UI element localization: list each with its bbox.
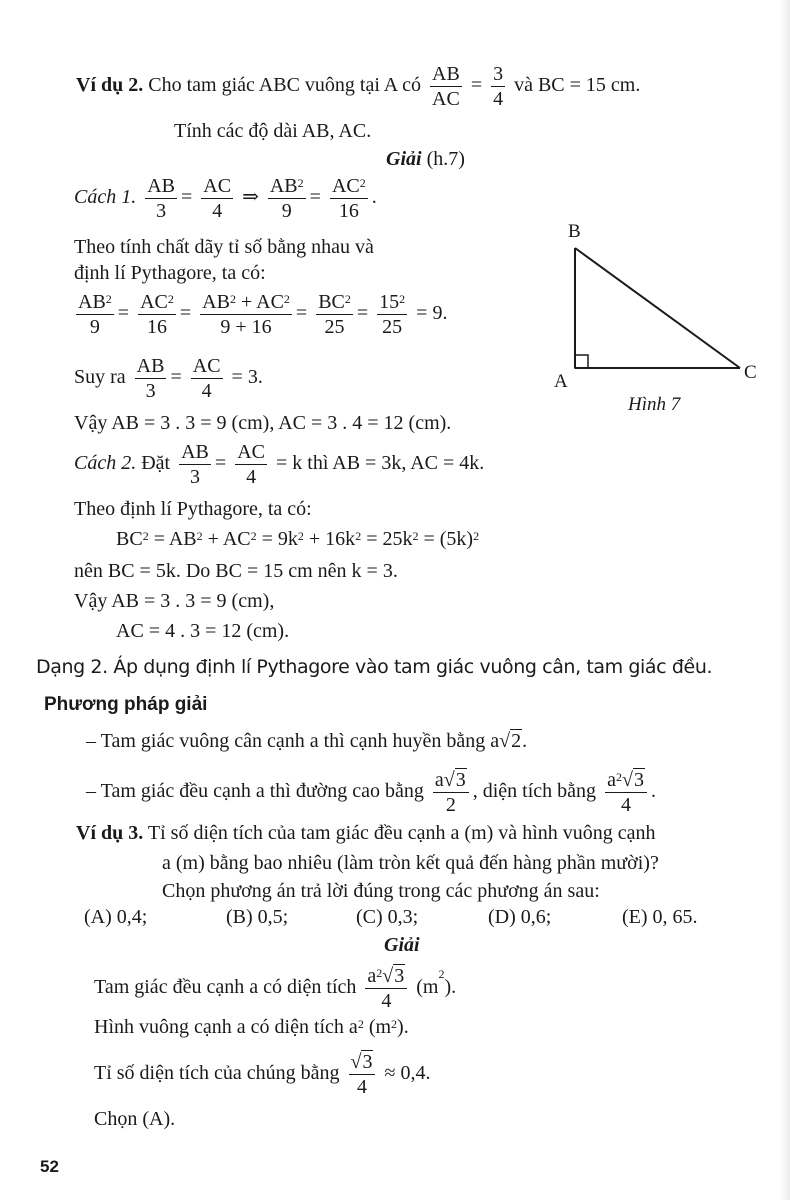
- method1-label: Cách 1.: [74, 186, 137, 209]
- right-angle-mark: [575, 355, 588, 368]
- fraction-ratio: $\frac{√3}{4}$: [349, 1052, 376, 1097]
- fraction-ab-ac: $\frac{AB}{AC}$: [432, 63, 460, 110]
- example3-solution-heading: Giải: [384, 934, 420, 956]
- fraction: $\frac{AB}{3}$: [147, 175, 176, 222]
- method2-pythagore-equation: $BC^2 = AB^2 + AC^2 = 9k^2 + 16k^2 = 25k^2 = (5k)^2$: [116, 528, 480, 550]
- fraction: $\frac{AB}{3}$: [181, 441, 209, 488]
- method1-ratio-line: Cách 1. $\frac{AB}{3}$ = $\frac{AC}{4}$ ⇒ $\frac{AB^2}{9}$ = $\frac{AC^2}{16}$ .: [74, 175, 377, 222]
- example3-solution-line3: Tỉ số diện tích của chúng bằng $\frac{√3}{4}$ ≈ 0,4.: [94, 1051, 431, 1098]
- option-e: (E) 0, 65.: [622, 906, 698, 928]
- example2-intro: Cho tam giác ABC vuông tại A có: [148, 74, 422, 97]
- fraction-3-4: $\frac{3}{4}$: [493, 63, 504, 110]
- sqrt-2: √2: [499, 730, 522, 752]
- fraction-area: $\frac{a^2√3}{4}$: [365, 966, 407, 1011]
- example3-line3: Chọn phương án trả lời đúng trong các phương án sau:: [162, 880, 600, 902]
- example2-statement: Ví dụ 2. Cho tam giác ABC vuông tại A có $\frac{AB}{AC}$ = $\frac{3}{4}$ và BC = 15 cm.: [76, 63, 641, 110]
- fraction: $\frac{AC^2}{16}$: [140, 291, 174, 338]
- method1-chain: $\frac{AB^2}{9}$ = $\frac{AC^2}{16}$ = $\frac{AB^2 + AC^2}{9 + 16}$ = $\frac{BC^2}{25}$ = $\frac{15^2}{25}$ = 9.: [78, 291, 448, 338]
- method-bullet-1: – Tam giác vuông cân cạnh a thì cạnh huyền bằng a√2.: [86, 730, 528, 752]
- method2-set-line: Cách 2. Đặt $\frac{AB}{3}$ = $\frac{AC}{4}$ = k thì AB = 3k, AC = 4k.: [74, 441, 485, 488]
- figure-caption: Hình 7: [628, 394, 681, 415]
- example2-question: Tính các độ dài AB, AC.: [174, 120, 372, 142]
- page-edge-shadow: [780, 0, 790, 1200]
- example3-solution-line1: Tam giác đều cạnh a có diện tích $\frac{a^2√3}{4}$ $(m^2)$.: [94, 965, 457, 1012]
- method1-text1: Theo tính chất dãy tỉ số bằng nhau và: [74, 236, 374, 258]
- option-d: (D) 0,6;: [488, 906, 552, 928]
- fraction: $\frac{AB^2}{9}$: [78, 291, 112, 338]
- example3-solution-line2: Hình vuông cạnh a có diện tích $a^2$ $(m^2)$.: [94, 1016, 409, 1038]
- example3-line2: a (m) bằng bao nhiêu (làm tròn kết quả đến hàng phần mười)?: [162, 852, 659, 874]
- fraction: $\frac{AC}{4}$: [203, 175, 232, 222]
- method2-line4: Vậy AB = 3 . 3 = 9 (cm),: [74, 590, 275, 612]
- method1-suy-ra: Suy ra $\frac{AB}{3}$ = $\frac{AC}{4}$ = 3.: [74, 355, 263, 402]
- method-bullet-2: – Tam giác đều cạnh a thì đường cao bằng $\frac{a√3}{2}$ , diện tích bằng $\frac{a^2√3}{4}$ .: [86, 769, 656, 816]
- figure-right-triangle: [540, 215, 780, 415]
- fraction: $\frac{AB^2}{9}$: [269, 175, 304, 222]
- method-title: Phương pháp giải: [44, 694, 208, 715]
- vertex-b-label: B: [568, 221, 581, 242]
- fraction: $\frac{AB}{3}$: [136, 355, 165, 402]
- method2-line5: AC = 4 . 3 = 12 (cm).: [116, 620, 290, 642]
- fraction: $\frac{AC}{4}$: [192, 355, 221, 402]
- method1-text2: định lí Pythagore, ta có:: [74, 262, 266, 284]
- fraction: $\frac{AC}{4}$: [237, 441, 265, 488]
- method1-conclusion: Vậy AB = 3 . 3 = 9 (cm), AC = 3 . 4 = 12 (cm).: [74, 412, 452, 434]
- page-number: 52: [40, 1157, 59, 1176]
- method2-label: Cách 2.: [74, 452, 137, 475]
- side-bc: [575, 248, 740, 368]
- example2-tail: và BC = 15 cm.: [514, 74, 641, 97]
- example3-answer: Chọn (A).: [94, 1108, 176, 1130]
- vertex-c-label: C: [744, 362, 757, 383]
- fraction-height: $\frac{a√3}{2}$: [433, 770, 469, 815]
- option-b: (B) 0,5;: [226, 906, 289, 928]
- fraction: $\frac{BC^2}{25}$: [318, 291, 351, 338]
- option-c: (C) 0,3;: [356, 906, 419, 928]
- vertex-a-label: A: [554, 371, 568, 392]
- example3-label: Ví dụ 3.: [76, 822, 144, 844]
- section-title: Dạng 2. Áp dụng định lí Pythagore vào tam giác vuông cân, tam giác đều.: [36, 656, 713, 678]
- method2-text1: Theo định lí Pythagore, ta có:: [74, 498, 312, 520]
- example2-label: Ví dụ 2.: [76, 74, 144, 97]
- fraction: $\frac{15^2}{25}$: [379, 291, 406, 338]
- fraction: $\frac{AC^2}{16}$: [331, 175, 366, 222]
- option-a: (A) 0,4;: [84, 906, 148, 928]
- fraction: $\frac{AB^2 + AC^2}{9 + 16}$: [202, 291, 290, 338]
- example2-solution-heading: Giải (h.7): [386, 148, 465, 170]
- method2-line3: nên BC = 5k. Do BC = 15 cm nên k = 3.: [74, 560, 398, 582]
- example3-line1: Ví dụ 3. Tỉ số diện tích của tam giác đều cạnh a (m) và hình vuông cạnh: [76, 822, 656, 844]
- fraction-area: $\frac{a^2√3}{4}$: [605, 770, 647, 815]
